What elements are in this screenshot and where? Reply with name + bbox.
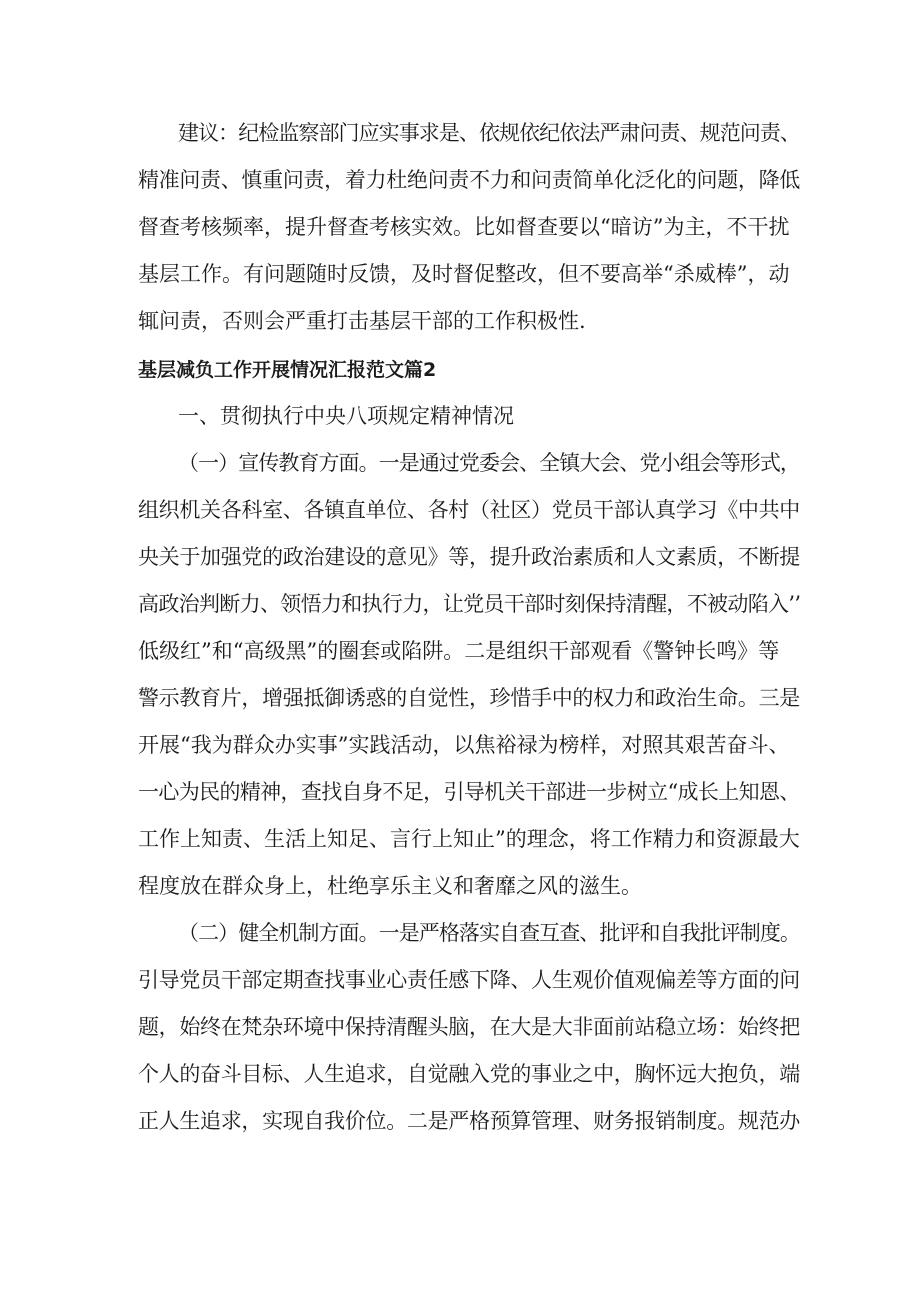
- paragraph-1-line-5: 辄问责，否则会严重打击基层干部的工作积极性.: [138, 309, 586, 333]
- paragraph-2-line-8: 一心为民的精神，查找自身不足，引导机关干部进一步树立“成长上知恩、: [138, 780, 800, 804]
- subheading-1: 一、贯彻执行中央八项规定精神情况: [178, 404, 514, 428]
- paragraph-2-line-5: 低级红”和“高级黑”的圈套或陷阱。二是组织干部观看《警钟长鸣》等: [138, 639, 780, 663]
- paragraph-1-line-3: 督查考核频率，提升督查考核实效。比如督查要以“暗访”为主，不干扰: [138, 215, 790, 239]
- paragraph-1-line-1: 建议：纪检监察部门应实事求是、依规依纪依法严肃问责、规范问责、: [178, 121, 800, 145]
- paragraph-3-line-5: 正人生追求，实现自我价位。二是严格预算管理、财务报销制度。规范办: [138, 1109, 800, 1133]
- paragraph-2-line-3: 央关于加强党的政治建设的意见》等，提升政治素质和人文素质，不断提: [138, 545, 800, 569]
- section-heading: 基层减负工作开展情况汇报范文篇2: [138, 359, 437, 381]
- paragraph-1-line-4: 基层工作。有问题随时反馈，及时督促整改，但不要高举“杀威棒”，动: [138, 262, 790, 286]
- paragraph-3-line-4: 个人的奋斗目标、人生追求，自觉融入党的事业之中，胸怀远大抱负，端: [138, 1062, 800, 1086]
- paragraph-2-line-4: 高政治判断力、领悟力和执行力，让党员干部时刻保持清醒，不被动陷入’’: [138, 592, 801, 616]
- paragraph-2-line-2: 组织机关各科室、各镇直单位、各村（社区）党员干部认真学习《中共中: [138, 498, 800, 522]
- paragraph-3-line-2: 引导党员干部定期查找事业心责任感下降、人生观价值观偏差等方面的问: [138, 968, 800, 992]
- paragraph-1-line-2: 精准问责、慎重问责，着力杜绝问责不力和问责简单化泛化的问题，降低: [138, 168, 800, 192]
- paragraph-2-line-10: 程度放在群众身上，杜绝享乐主义和奢靡之风的滋生。: [138, 874, 642, 898]
- paragraph-2-line-1: （一）宣传教育方面。一是通过党委会、全镇大会、党小组会等形式，: [178, 451, 800, 475]
- paragraph-2-line-7: 开展“我为群众办实事”实践活动，以焦裕禄为榜样，对照其艰苦奋斗、: [138, 733, 790, 757]
- paragraph-3-line-3: 题，始终在梵杂环境中保持清醒头脑，在大是大非面前站稳立场：始终把: [138, 1015, 800, 1039]
- paragraph-3-line-1: （二）健全机制方面。一是严格落实自查互查、批评和自我批评制度。: [178, 921, 800, 945]
- paragraph-2-line-6: 警示教育片，增强抵御诱惑的自觉性，珍惜手中的权力和政治生命。三是: [138, 686, 800, 710]
- paragraph-2-line-9: 工作上知责、生活上知足、言行上知止”的理念，将工作精力和资源最大: [138, 827, 800, 851]
